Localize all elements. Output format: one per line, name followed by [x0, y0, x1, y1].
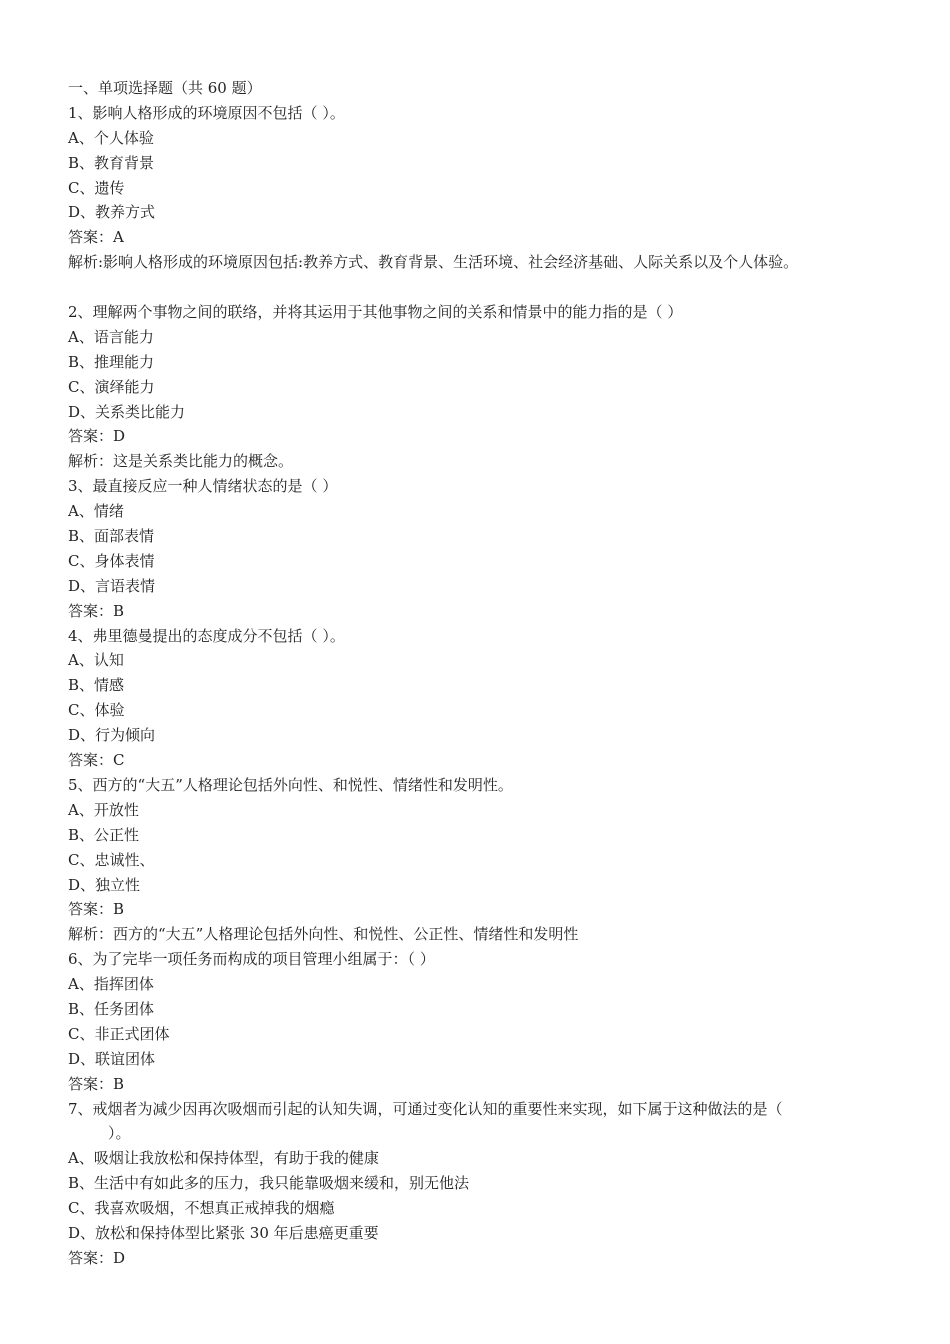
question-stem: 4、弗里德曼提出的态度成分不包括（ ）。 [68, 626, 345, 645]
option-a: A、开放性 [68, 800, 139, 819]
option-c: C、演绎能力 [68, 377, 155, 396]
option-b: B、面部表情 [68, 527, 155, 546]
option-c: C、忠诚性、 [68, 850, 155, 869]
option-b: B、推理能力 [68, 352, 155, 371]
question-4 [68, 624, 898, 773]
question-3 [68, 474, 898, 623]
answer: 答案：B [68, 1074, 125, 1093]
option-a: A、指挥团体 [68, 975, 154, 994]
question-stem: 7、戒烟者为减少因再次吸烟而引起的认知失调，可通过变化认知的重要性来实现，如下属于这种做法的是（ [68, 1099, 783, 1118]
answer: 答案：B [68, 900, 125, 919]
option-a: A、情绪 [68, 502, 124, 521]
answer: 答案：B [68, 601, 125, 620]
question-6 [68, 947, 898, 1096]
question-1 [68, 101, 898, 275]
option-d: D、联谊团体 [68, 1049, 156, 1068]
question-stem: 5、西方的“大五”人格理论包括外向性、和悦性、情绪性和发明性。 [68, 775, 513, 794]
option-d: D、独立性 [68, 875, 141, 894]
option-a: A、认知 [68, 651, 124, 670]
question-2 [68, 300, 898, 474]
option-c: C、身体表情 [68, 551, 155, 570]
option-c: C、遗传 [68, 178, 125, 197]
option-a: A、吸烟让我放松和保持体型，有助于我的健康 [68, 1149, 379, 1168]
option-b: B、情感 [68, 676, 125, 695]
question-stem: 6、为了完毕一项任务而构成的项目管理小组属于：（ ） [68, 950, 435, 969]
option-d: D、放松和保持体型比紧张 30 年后患癌更重要 [68, 1223, 379, 1242]
section-title: 一、单项选择题（共 60 题） [68, 79, 262, 97]
option-a: A、语言能力 [68, 327, 154, 346]
option-b: B、生活中有如此多的压力，我只能靠吸烟来缓和，别无他法 [68, 1174, 470, 1193]
analysis: 解析：这是关系类比能力的概念。 [68, 452, 294, 471]
option-c: C、非正式团体 [68, 1024, 170, 1043]
answer: 答案：D [68, 1248, 126, 1267]
option-b: B、公正性 [68, 825, 140, 844]
question-stem-continuation: ）。 [108, 1124, 131, 1143]
question-7 [68, 1097, 898, 1271]
answer: 答案：C [68, 751, 125, 770]
answer: 答案：A [68, 228, 124, 247]
question-5 [68, 773, 898, 947]
answer: 答案：D [68, 427, 126, 446]
option-b: B、教育背景 [68, 153, 155, 172]
option-b: B、任务团体 [68, 999, 155, 1018]
option-d: D、行为倾向 [68, 726, 156, 745]
option-d: D、言语表情 [68, 576, 156, 595]
question-stem: 1、影响人格形成的环境原因不包括（ ）。 [68, 103, 345, 122]
analysis: 解析:影响人格形成的环境原因包括:教养方式、教育背景、生活环境、社会经济基础、人际关系以及个人体验。 [68, 253, 799, 272]
analysis: 解析：西方的“大五”人格理论包括外向性、和悦性、公正性、情绪性和发明性 [68, 925, 579, 944]
document-page [68, 76, 898, 1271]
option-d: D、教养方式 [68, 203, 156, 222]
blank-line [68, 275, 898, 300]
option-c: C、我喜欢吸烟，不想真正戒掉我的烟瘾 [68, 1199, 335, 1218]
question-stem: 3、最直接反应一种人情绪状态的是（ ） [68, 477, 338, 496]
option-a: A、个人体验 [68, 128, 154, 147]
option-d: D、关系类比能力 [68, 402, 186, 421]
option-c: C、体验 [68, 701, 125, 720]
question-stem: 2、理解两个事物之间的联络，并将其运用于其他事物之间的关系和情景中的能力指的是（ ） [68, 303, 683, 322]
